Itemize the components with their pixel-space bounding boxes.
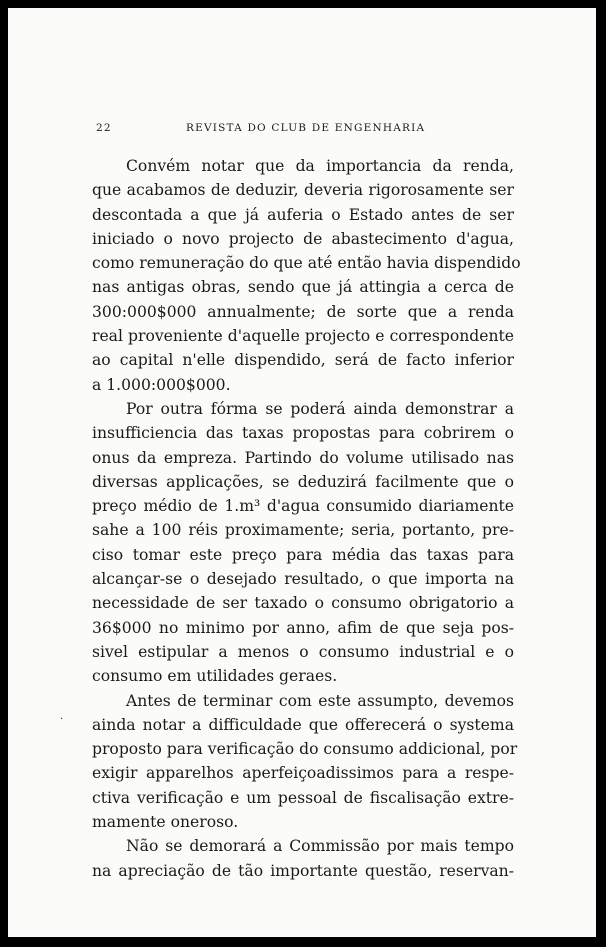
paragraph bbox=[92, 154, 521, 397]
page-number: 22 bbox=[96, 122, 112, 134]
text-line: Não se demorará a Commissão por mais tempo bbox=[126, 837, 514, 856]
text-line: real proveniente d'aquelle projecto e correspondente bbox=[92, 327, 514, 346]
running-title: REVISTA DO CLUB DE ENGENHARIA bbox=[186, 122, 426, 134]
page-header bbox=[96, 122, 516, 138]
text-line: preço médio de 1.m³ d'agua consumido diariamente bbox=[92, 497, 514, 516]
text-line: 36$000 no minimo por anno, afim de que seja pos- bbox=[92, 618, 514, 637]
book-page bbox=[8, 8, 596, 937]
margin-speck: · bbox=[60, 714, 64, 725]
text-line: ciso tomar este preço para média das taxas para bbox=[92, 545, 514, 564]
text-line: exigir apparelhos aperfeiçoadissimos para a respe- bbox=[92, 764, 514, 783]
text-line: alcançar-se o desejado resultado, o que importa na bbox=[92, 570, 514, 589]
text-line: Convém notar que da importancia da renda, bbox=[126, 157, 514, 175]
text-line: nas antigas obras, sendo que já attingia a cerca de bbox=[92, 278, 514, 297]
text-line: sivel estipular a menos o consumo industrial e o bbox=[92, 642, 514, 661]
text-line: na apreciação de tão importante questão, reservan- bbox=[92, 861, 514, 880]
text-line: mamente oneroso. bbox=[92, 813, 239, 832]
text-line: iniciado o novo projecto de abastecimento d'agua, bbox=[92, 229, 514, 248]
text-line: onus da empreza. Partindo do volume utilisado nas bbox=[92, 448, 514, 467]
text-line: 300:000$000 annualmente; de sorte que a renda bbox=[92, 302, 514, 321]
text-line: que acabamos de deduzir, deveria rigorosamente ser bbox=[92, 181, 514, 200]
text-line: sahe a 100 réis proximamente; seria, portanto, pre- bbox=[92, 521, 514, 540]
text-line: descontada a que já auferia o Estado antes de ser bbox=[92, 205, 514, 224]
text-line: necessidade de ser taxado o consumo obrigatorio a bbox=[92, 594, 514, 613]
text-line: ao capital n'elle dispendido, será de facto inferior bbox=[92, 351, 514, 370]
text-line: a 1.000:000$000. bbox=[92, 375, 231, 394]
text-line: diversas applicações, se deduzirá facilmente que o bbox=[92, 472, 514, 491]
text-line: como remuneração do que até então havia dispendido bbox=[92, 254, 521, 273]
text-line: ainda notar a difficuldade que offerecerá o systema bbox=[92, 715, 514, 734]
paragraph bbox=[92, 834, 514, 883]
body-text bbox=[92, 154, 521, 883]
paragraph bbox=[92, 689, 518, 835]
text-line: Por outra fórma se poderá ainda demonstrar a bbox=[126, 399, 514, 418]
paragraph bbox=[92, 397, 514, 689]
text-line: Antes de terminar com este assumpto, devemos bbox=[126, 691, 514, 710]
text-line: insufficiencia das taxas propostas para cobrirem o bbox=[92, 424, 514, 443]
text-line: consumo em utilidades geraes. bbox=[92, 667, 338, 686]
text-line: proposto para verificação do consumo addicional, por bbox=[92, 740, 518, 759]
text-line: ctiva verificação e um pessoal de fiscalisação extre- bbox=[92, 788, 514, 807]
